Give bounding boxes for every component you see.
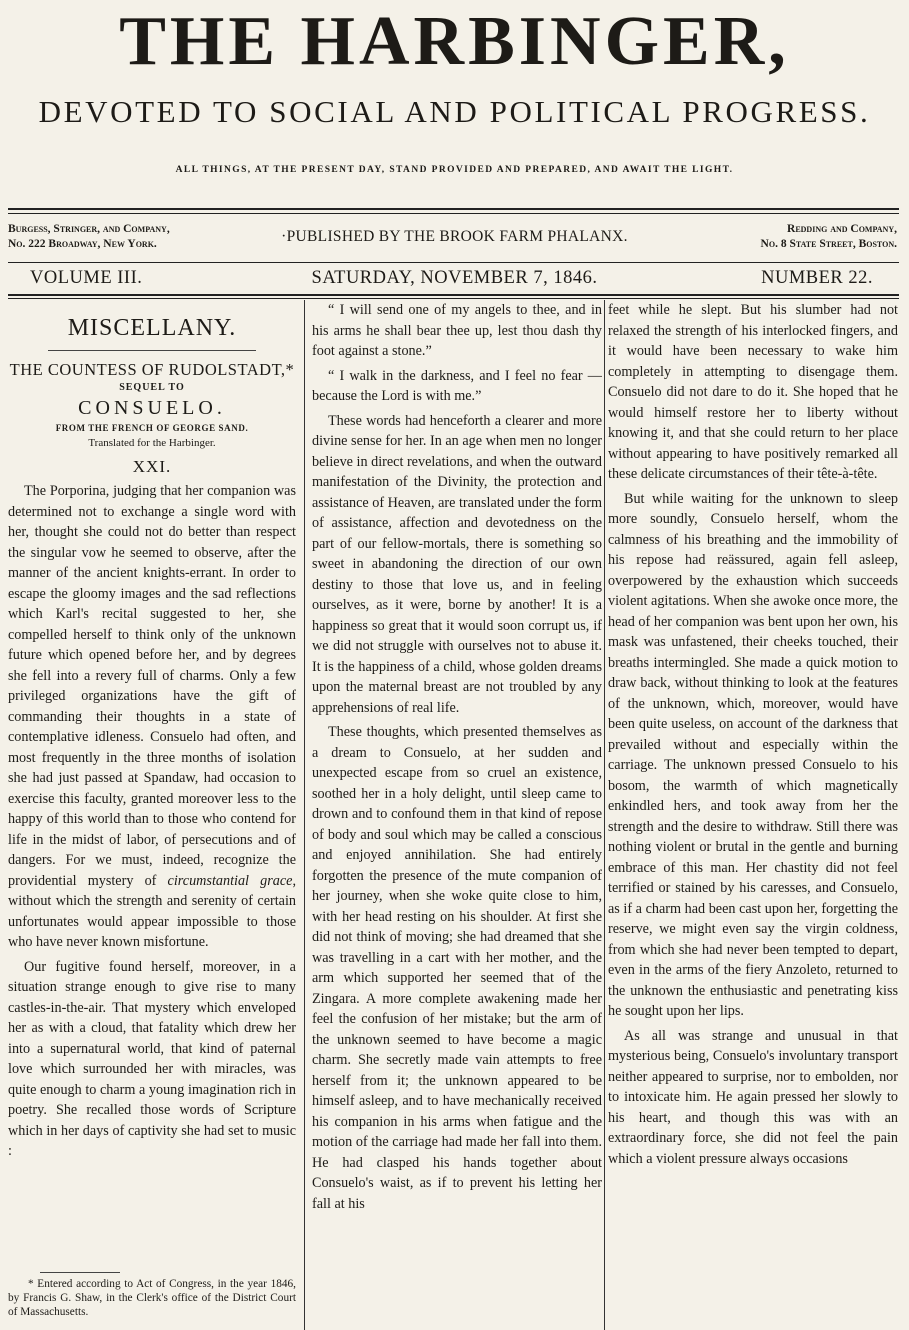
column-divider-2 bbox=[604, 300, 605, 1330]
top-double-rule-thin bbox=[8, 213, 899, 214]
issue-number: NUMBER 22. bbox=[761, 268, 873, 288]
paragraph: These thoughts, which presented themselves as a dream to Consuelo, at her sudden and unexpected escape from so cruel an existence, soothed her in a holy delight, until sleep came to drown and to confound them in that kind of repose of body and soul which may be called a conscious and enjoyed annihilation. She had entirely forgotten the presence of the mute companion of her journey, when she woke quite close to him, with her head resting on his shoulder. At first she did not think of moving; she had dreamed that she was travelling in a cart with her mother, and the arm which supported her seemed that of the Zingara. A more complete awakening made her feel the confusion of her mistake; but the arm of the unknown seemed to have become a magic charm. She secretly made vain attempts to free herself from it; the unknown appeared to be himself asleep, and to have mechanically received his companion in his arms when fatigue and the motion of the carriage had made her fall into them. He had clasped his hands together about Consuelo's waist, as if to prevent his letting her fall at his bbox=[312, 724, 602, 1212]
sequel-label: SEQUEL TO bbox=[119, 382, 185, 393]
section-heading: MISCELLANY. bbox=[67, 315, 237, 341]
column-3 bbox=[608, 300, 898, 1330]
masthead-motto: ALL THINGS, AT THE PRESENT DAY, STAND PROVIDED AND PREPARED, AND AWAIT THE LIGHT. bbox=[175, 165, 734, 175]
masthead-subtitle: DEVOTED TO SOCIAL AND POLITICAL PROGRESS. bbox=[38, 94, 871, 129]
columns-top-rule-thick bbox=[8, 294, 899, 296]
mid-rule bbox=[8, 262, 899, 263]
paragraph: These words had henceforth a clearer and more divine sense for her. In an age when men no longer believe in direct revelations, and when the outward manifestation of the Divinity, the protection and assistance of Heaven, are translated under the form of assistance, affection and devotedness on the part of our fellow-mortals, there is something so sweet in abandoning the direction of our own destiny to those that love us, and in feeling ourselves, as it were, borne by another! It is a happiness so great that it would soon corrupt us, if we did not struggle with ourselves not to abuse it. It is the happiness of a child, whose golden dreams upon the maternal breast are not troubled by any apprehensions of real life. bbox=[312, 412, 602, 716]
translation-note: Translated for the Harbinger. bbox=[88, 437, 216, 449]
paragraph-text: The Porporina, judging that her companion was determined not to exchange a single word with her, thought she could not do better than respect the singular vow he seemed to observe, after the manner of the ancient knights-errant. In order to escape the gloomy images and the sad reflections which Karl's recital suggested to her, she compelled herself to think only of the unknown future which opened before her, and by degrees she fell into a revery full of charms. Only a few privileged organizations have the gift of commanding their thoughts in a state of contemplative idleness. Consuelo had often, and most frequently in the three months of isolation she had just passed at Spandaw, had occasion to exercise this faculty, granted moreover less to the happy of this world than to those who contend for life in the midst of labor, of persecutions and of dangers. For we must, indeed, recognize the providential mystery of bbox=[8, 483, 296, 889]
publisher-left-address: No. 222 Broadway, New York. bbox=[8, 238, 157, 250]
columns-top-rule-thin bbox=[8, 298, 899, 299]
masthead-title: THE HARBINGER, bbox=[119, 3, 790, 80]
issue-row bbox=[0, 268, 909, 294]
volume-label: VOLUME III. bbox=[30, 268, 143, 288]
publisher-right bbox=[761, 222, 897, 252]
paragraph: feet while he slept. But his slumber had not relaxed the strength of his interlocked fingers, and it would have been necessary to wake him completely in attempting to disengage them. Consuelo did not dare to do it. She hoped that he would himself restore her to liberty without knowing it, and that she could return to her place without appearing to have positively remarked all these delicate circumstances of their tête-à-tête. bbox=[608, 302, 898, 482]
emphasis-text: circumstantial grace bbox=[167, 872, 293, 889]
footnote-text: * Entered according to Act of Congress, in the year 1846, by Francis G. Shaw, in the Clerk's office of the District Court of Massachusetts. bbox=[8, 1278, 296, 1318]
footnote-rule bbox=[40, 1272, 120, 1273]
issue-date: SATURDAY, NOVEMBER 7, 1846. bbox=[311, 268, 598, 288]
section-rule bbox=[48, 350, 256, 351]
top-double-rule-thick bbox=[8, 208, 899, 210]
story-title: THE COUNTESS OF RUDOLSTADT,* bbox=[9, 360, 295, 379]
paragraph: But while waiting for the unknown to sleep more soundly, Consuelo herself, whom the calmness of his breathing and the immobility of his repose had reässured, again fell asleep, overpowered by the exhaustion which succeeds violent agitations. When she awoke once more, the head of her companion was bent upon her own, his mask was unfastened, their cheeks touched, their breaths intermingled. She made a quick motion to draw back, without thinking to look at the features of the unknown, which, moreover, would have been quite useless, on account of the darkness that prevailed without and especially within the carriage. The unknown pressed Consuelo to his bosom, the warmth of which magnetically enkindled hers, and took away from her the strength and the desire to withdraw. Still there was nothing violent or brutal in the gentle and burning embrace of this man. Her chastity did not feel terrified or stained by his caresses, and Consuelo, as if a charm had been cast upon her, forgetting the reserve, we might even say the virgin coldness, from which she had never been tempted to depart, even in the arms of the fiery Anzoleto, returned to the unknown the enthusiastic and penetrating kiss he sought upon her lips. bbox=[608, 490, 898, 1019]
publisher-center: ·PUBLISHED BY THE BROOK FARM PHALANX. bbox=[281, 228, 628, 245]
sequel-title: CONSUELO. bbox=[78, 397, 226, 419]
paragraph-text: , without which the strength and serenity of certain unfortunates would appear impossible to those who have never known misfortune. bbox=[8, 872, 296, 950]
column-divider-1 bbox=[304, 300, 305, 1330]
paragraph: Our fugitive found herself, moreover, in a situation strange enough to give rise to many castles-in-the-air. That mystery which enveloped her as with a cloud, that fatality which drew her into a supernatural world, that kind of paternal love which surrounded her with miracles, was quite enough to charm a young imagination rich in poetry. She recalled those words of Scripture which in her days of captivity she had set to music : bbox=[8, 958, 296, 1159]
column-1 bbox=[8, 300, 296, 1330]
publishers-row bbox=[0, 222, 909, 258]
publisher-right-address: No. 8 State Street, Boston. bbox=[760, 238, 897, 250]
publisher-right-name: Redding and Company, bbox=[787, 223, 897, 235]
paragraph bbox=[8, 481, 296, 953]
source-line: FROM THE FRENCH OF GEORGE SAND. bbox=[55, 423, 249, 433]
paragraph: As all was strange and unusual in that mysterious being, Consuelo's involuntary transport neither appeared to surprise, nor to embolden, nor to intoxicate him. He again pressed her slowly to his heart, and though this was with an extraordinary force, she did not feel the pain which a violent pressure always occasions bbox=[608, 1027, 898, 1167]
publisher-left-name: Burgess, Stringer, and Company, bbox=[8, 223, 170, 235]
scripture-quote: “ I walk in the darkness, and I feel no fear — because the Lord is with me.” bbox=[312, 367, 602, 404]
chapter-number: XXI. bbox=[132, 457, 172, 476]
scripture-quote: “ I will send one of my angels to thee, and in his arms he shall bear thee up, lest thou dash thy foot against a stone.” bbox=[312, 302, 602, 359]
copyright-footnote bbox=[8, 1277, 296, 1319]
column-2 bbox=[312, 300, 602, 1330]
